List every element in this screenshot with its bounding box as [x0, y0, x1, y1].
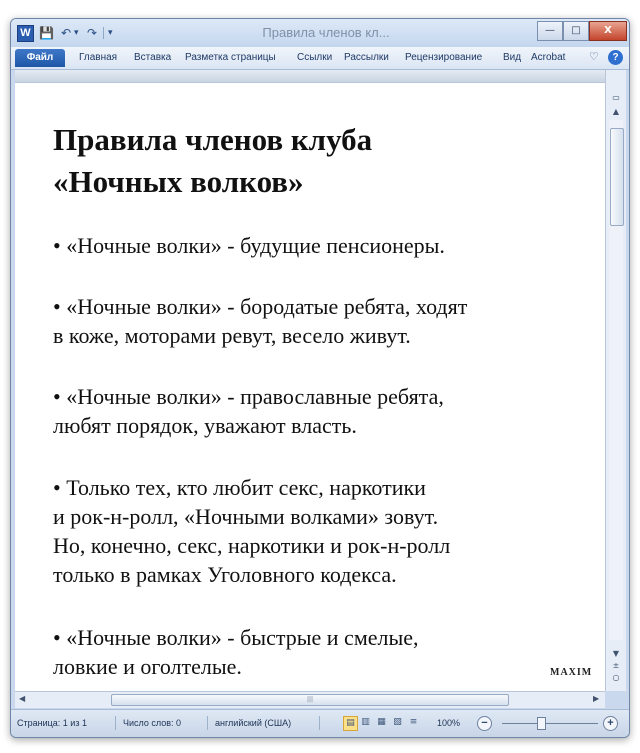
word-app-icon[interactable]: W [17, 25, 34, 42]
tab-insert[interactable]: Вставка [134, 52, 172, 63]
paragraph-line: Но, конечно, секс, наркотики и рок-н-ролл [53, 533, 451, 558]
scroll-right-icon[interactable]: ▶ [593, 694, 600, 703]
tab-references[interactable]: Ссылки [297, 52, 333, 63]
paragraph-line: любят порядок, уважают власть. [53, 413, 357, 438]
rule-paragraph [53, 292, 593, 350]
word-window [10, 18, 630, 738]
maxim-watermark: MAXIM [550, 667, 593, 678]
paragraph-line: только в рамках Уголовного кодекса. [53, 562, 397, 587]
horizontal-scrollbar[interactable] [15, 691, 605, 708]
paragraph-line: • «Ночные волки» - будущие пенсионеры. [53, 233, 445, 258]
status-separator [207, 716, 208, 730]
scroll-track[interactable] [609, 120, 623, 640]
scroll-down-icon[interactable]: ▼ [612, 649, 620, 658]
rule-paragraph [53, 382, 593, 440]
window-title: Правила членов кл... [262, 25, 390, 40]
h-scroll-thumb[interactable]: ||| [111, 694, 509, 706]
outline-icon[interactable]: ▧ [393, 717, 402, 727]
close-button[interactable]: X [589, 21, 627, 41]
rule-paragraph [53, 623, 593, 681]
print-layout-icon[interactable]: ▤ [343, 716, 358, 731]
tab-page-layout[interactable]: Разметка страницы [185, 52, 276, 63]
tab-home[interactable]: Главная [79, 52, 118, 63]
paragraph-line: • «Ночные волки» - быстрые и смелые, [53, 625, 419, 650]
maximize-button[interactable]: □ [563, 21, 589, 41]
title-line: «Ночных волков» [53, 164, 304, 199]
paragraph-line: • «Ночные волки» - православные ребята, [53, 384, 444, 409]
ribbon-tabs [11, 47, 629, 70]
minimize-button[interactable]: — [537, 21, 563, 41]
ruler [15, 70, 605, 83]
paragraph-line: ловкие и оголтелые. [53, 654, 242, 679]
undo-icon[interactable]: ↶ [61, 26, 72, 40]
draft-icon[interactable]: ≡ [409, 717, 418, 727]
document-page[interactable] [15, 83, 605, 691]
browse-object-icon[interactable]: ○ [612, 673, 620, 682]
scroll-left-icon[interactable]: ◀ [19, 694, 26, 703]
save-icon[interactable]: 💾 [39, 26, 54, 40]
document-title [53, 119, 573, 203]
help-icon[interactable]: ? [608, 50, 623, 65]
rule-paragraph [53, 231, 593, 260]
vertical-scrollbar[interactable] [605, 70, 626, 691]
zoom-in-button[interactable]: + [603, 716, 618, 731]
customize-qa-icon[interactable]: ▾ [108, 28, 113, 38]
zoom-slider-knob[interactable] [537, 717, 546, 730]
undo-dropdown-icon[interactable]: ▾ [74, 28, 79, 38]
paragraph-line: • Только тех, кто любит секс, наркотики [53, 475, 426, 500]
scroll-up-icon[interactable]: ▲ [612, 107, 620, 116]
paragraph-line: в коже, моторами ревут, весело живут. [53, 323, 411, 348]
title-line: Правила членов клуба [53, 122, 373, 157]
title-bar[interactable] [11, 19, 629, 47]
page-count[interactable]: Страница: 1 из 1 [17, 718, 87, 728]
language-indicator[interactable]: английский (США) [215, 718, 292, 728]
paragraph-line: и рок-н-ролл, «Ночными волками» зовут. [53, 504, 439, 529]
status-separator [115, 716, 116, 730]
ribbon-minimize-icon[interactable]: ♡ [589, 50, 599, 63]
tab-review[interactable]: Рецензирование [405, 52, 483, 63]
status-bar [11, 709, 629, 738]
web-layout-icon[interactable]: ▦ [377, 717, 386, 727]
word-count[interactable]: Число слов: 0 [123, 718, 182, 728]
status-separator [319, 716, 320, 730]
scroll-thumb[interactable] [610, 128, 624, 226]
zoom-level[interactable]: 100% [437, 718, 461, 728]
rule-paragraph [53, 473, 593, 589]
paragraph-line: • «Ночные волки» - бородатые ребята, ходят [53, 294, 468, 319]
tab-acrobat[interactable]: Acrobat [531, 52, 566, 63]
tab-mailings[interactable]: Рассылки [344, 52, 389, 63]
tab-file[interactable]: Файл [15, 49, 65, 67]
qa-separator [103, 27, 104, 39]
zoom-out-button[interactable]: − [477, 716, 492, 731]
redo-icon[interactable]: ↷ [87, 26, 98, 40]
full-screen-icon[interactable]: ▥ [361, 717, 370, 727]
zoom-slider[interactable] [502, 723, 598, 724]
ruler-toggle-icon[interactable]: ▭ [612, 93, 620, 102]
prev-page-icon[interactable]: ± [612, 661, 620, 670]
tab-view[interactable]: Вид [503, 52, 522, 63]
